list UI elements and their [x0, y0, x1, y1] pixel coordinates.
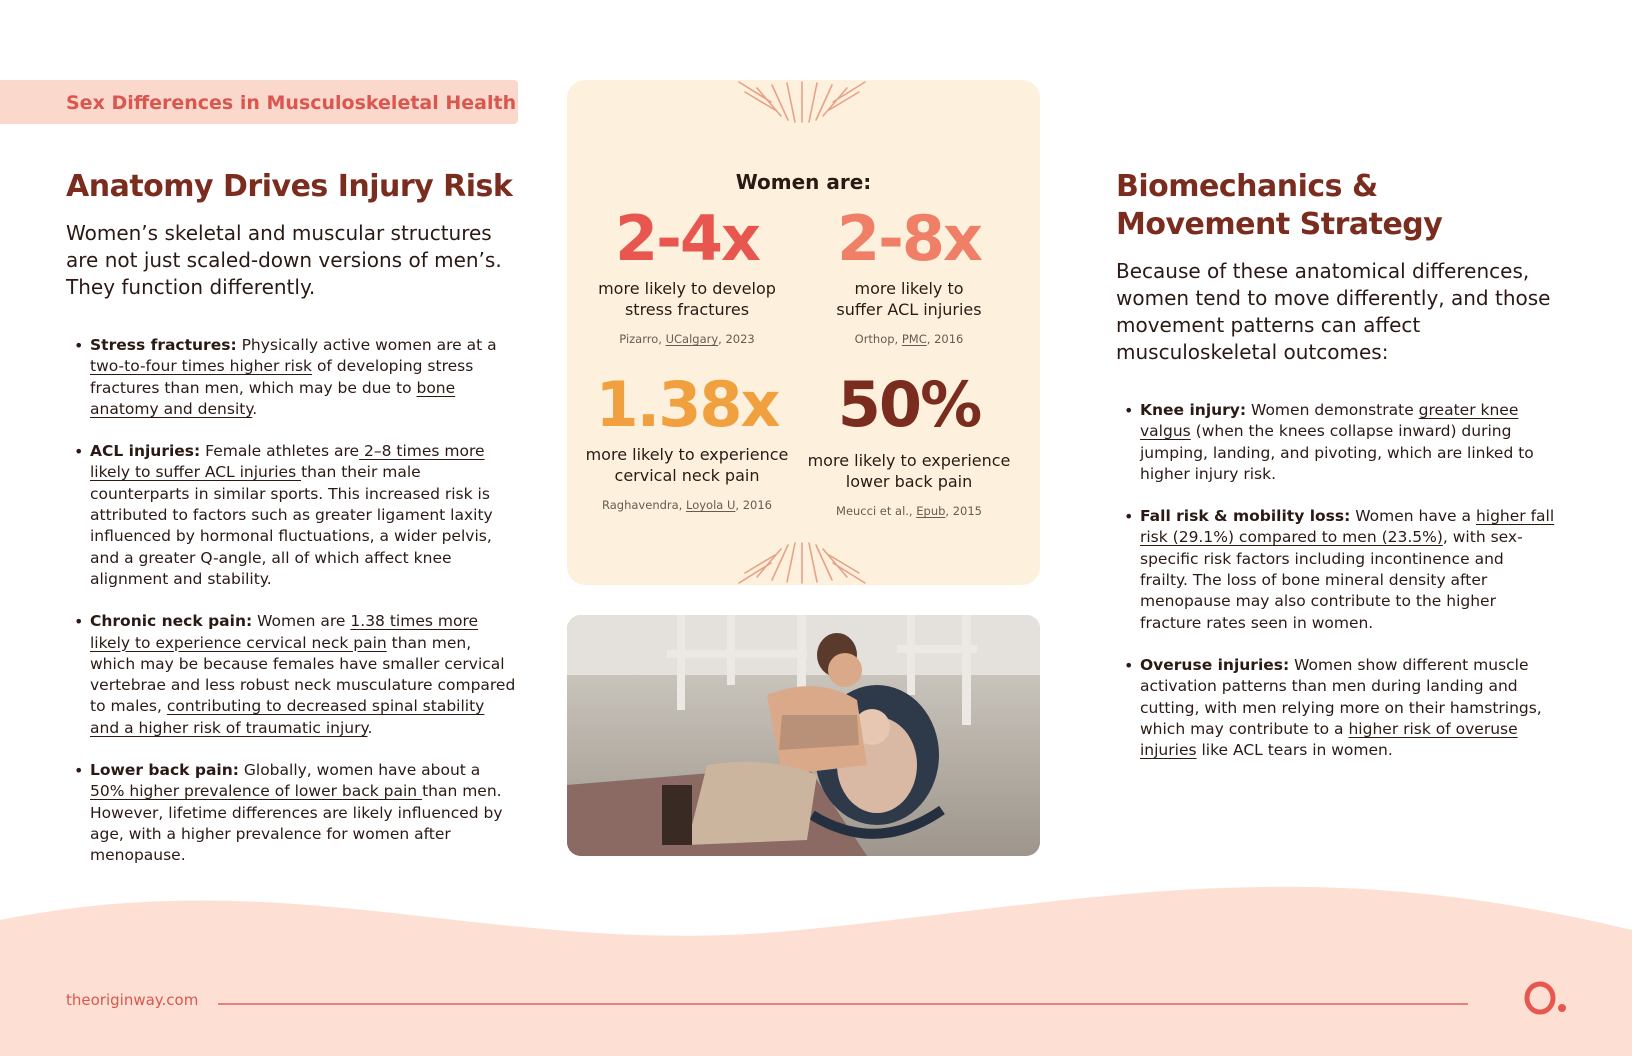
stat-value: 1.38x	[595, 368, 779, 441]
bullet-text: than men, which may be because females have smaller cervical vertebrae and less robust neck musculature compared to males,	[90, 633, 516, 716]
bullet-text: .	[367, 718, 373, 737]
stat-source: Orthop, PMC, 2016	[854, 332, 964, 346]
bullet-text: Physically active women are at a	[236, 336, 497, 354]
bullet-text: like ACL tears in women.	[1196, 741, 1393, 760]
stat-description: more likely to experience cervical neck pain	[585, 445, 789, 485]
bullet-text: Women are	[252, 612, 351, 631]
section-tag: Sex Differences in Musculoskeletal Health	[0, 80, 518, 124]
bullet-text: .	[252, 399, 258, 418]
bullet-text: Women have a	[1350, 507, 1476, 526]
stat-description: more likely to develop stress fractures	[598, 279, 776, 319]
list-item	[1116, 506, 1556, 634]
bullet-label: Overuse injuries:	[1140, 655, 1290, 674]
bullet-text: Women show different muscle activation patterns than men during landing and cutting, with men relying more on their hamstrings, which may contribute to a	[1140, 655, 1542, 738]
list-item	[66, 335, 516, 420]
bullet-text: than their male counterparts in similar sports. This increased risk is attributed to factors such as greater ligament laxity influenced by hormonal fluctuations, a wider pelvis, and a greater Q-angle, all of which affect knee alignment and stability.	[90, 463, 493, 588]
citation-link[interactable]: 2–8 times more likely to suffer ACL injuries	[90, 442, 485, 482]
footer-divider	[218, 1003, 1468, 1005]
stat-acl-injuries	[799, 204, 1019, 346]
bullet-label: ACL injuries:	[90, 442, 201, 461]
source-link[interactable]: UCalgary	[665, 332, 719, 346]
citation-link[interactable]: 1.38 times more likely to experience cervical neck pain	[90, 612, 479, 652]
citation-link[interactable]: two-to-four times higher risk	[90, 357, 313, 376]
list-item	[66, 611, 516, 739]
left-intro: Women’s skeletal and muscular structures are not just scaled-down versions of men’s. They function differently.	[66, 221, 502, 299]
card-title: Women are:	[735, 170, 872, 194]
bullet-label: Fall risk & mobility loss:	[1140, 507, 1351, 526]
list-item	[1116, 400, 1556, 485]
stat-description: more likely to suffer ACL injuries	[836, 279, 982, 319]
left-column	[66, 168, 516, 888]
bullet-text: Female athletes are	[200, 442, 360, 461]
stat-description: more likely to experience lower back pain	[807, 451, 1011, 491]
stat-back-pain	[799, 370, 1019, 518]
footer-url-link[interactable]: theoriginway.com	[66, 991, 199, 1009]
right-bullet-list	[1116, 400, 1556, 761]
stat-source: Raghavendra, Loyola U, 2016	[602, 498, 772, 512]
source-link[interactable]: Loyola U	[686, 498, 736, 512]
list-item	[66, 760, 516, 866]
stat-source: Meucci et al., Epub, 2015	[836, 504, 982, 518]
bullet-label: Stress fractures:	[90, 336, 237, 354]
stats-card	[567, 80, 1040, 585]
citation-link[interactable]: higher risk of overuse injuries	[1140, 719, 1518, 760]
citation-link[interactable]: greater knee valgus	[1140, 401, 1519, 441]
bullet-label: Chronic neck pain:	[90, 612, 253, 631]
bullet-label: Lower back pain:	[90, 761, 239, 780]
sunburst-bottom-icon	[727, 535, 877, 585]
photo-mother-with-baby	[567, 615, 1040, 856]
list-item	[1116, 655, 1556, 761]
bullet-text: , with sex-specific risk factors including incontinence and frailty. The loss of bone mineral density after menopause may also contribute to the higher fracture rates seen in women.	[1140, 528, 1523, 632]
citation-link[interactable]: higher fall risk (29.1%) compared to men (23.5%)	[1140, 507, 1555, 547]
sunburst-top-icon	[727, 80, 877, 130]
stat-value: 2-8x	[836, 202, 981, 275]
right-intro: Because of these anatomical differences, women tend to move differently, and those movement patterns can affect musculoskeletal outcomes:	[1116, 259, 1551, 364]
left-heading: Anatomy Drives Injury Risk	[66, 169, 513, 204]
footer-wave-icon	[0, 870, 1632, 1056]
right-heading: Biomechanics & Movement Strategy	[1116, 169, 1443, 242]
citation-link[interactable]: contributing to decreased spinal stability and a higher risk of traumatic injury	[90, 697, 485, 737]
stat-source: Pizarro, UCalgary, 2023	[619, 332, 755, 346]
right-column	[1116, 168, 1556, 782]
citation-link[interactable]: 50% higher prevalence of lower back pain	[90, 782, 423, 801]
source-link[interactable]: PMC	[901, 332, 927, 346]
stat-stress-fractures	[577, 204, 797, 346]
photo-illustration-icon	[567, 615, 1040, 856]
bullet-text: Women demonstrate	[1246, 401, 1419, 419]
source-link[interactable]: Epub	[916, 504, 946, 518]
stat-neck-pain	[577, 370, 797, 512]
left-bullet-list	[66, 335, 516, 867]
bullet-text: than men. However, lifetime differences are likely influenced by age, with a higher prevalence for women after menopause.	[90, 782, 503, 865]
stat-value: 50%	[837, 368, 981, 441]
stat-value: 2-4x	[614, 202, 759, 275]
citation-link[interactable]: bone anatomy and density	[90, 378, 456, 418]
bullet-text: (when the knees collapse inward) during jumping, landing, and pivoting, which are linked to higher injury risk.	[1140, 422, 1534, 483]
brand-logo-icon	[1520, 978, 1570, 1018]
bullet-text: of developing stress fractures than men, which may be due to	[90, 357, 474, 397]
bullet-label: Knee injury:	[1140, 401, 1247, 419]
list-item	[66, 441, 516, 590]
bullet-text: Globally, women have about a	[238, 761, 481, 780]
